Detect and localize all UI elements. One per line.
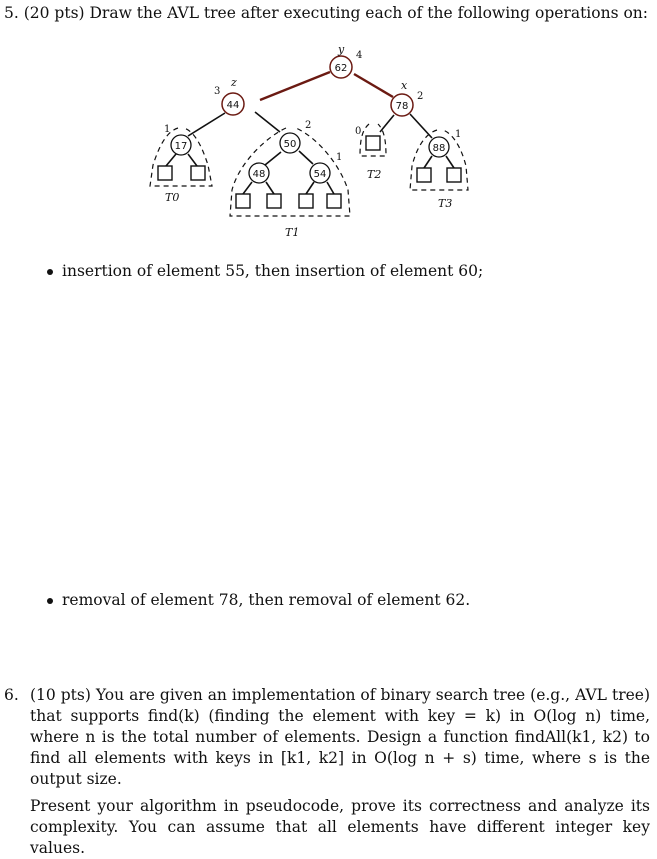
edge-62-78 <box>354 74 393 97</box>
subtree-T2-height: 0 <box>355 126 362 137</box>
edge-48-box2 <box>266 182 274 194</box>
operation-removal: removal of element 78, then removal of element 62. <box>62 591 471 609</box>
edge-17-leftbox <box>166 154 176 166</box>
subtree-T2-label: T2 <box>367 168 382 181</box>
leaf-box <box>366 136 380 150</box>
node-54-height: 1 <box>336 152 343 163</box>
subtree-T1-label: T1 <box>285 226 300 239</box>
edge-50-54 <box>299 151 313 164</box>
edge-88-box1 <box>424 156 432 168</box>
edge-88-box2 <box>446 156 454 168</box>
leaf-box <box>447 168 461 182</box>
leaf-box <box>327 194 341 208</box>
leaf-box <box>417 168 431 182</box>
node-50-height: 2 <box>305 120 312 131</box>
leaf-box <box>191 166 205 180</box>
node-48-key: 48 <box>252 169 266 180</box>
leaf-box <box>299 194 313 208</box>
node-50-key: 50 <box>283 139 297 150</box>
subtree-T0-label: T0 <box>165 191 180 204</box>
node-44-key: 44 <box>226 100 240 111</box>
edge-48-box1 <box>243 182 252 194</box>
question-6-number: 6. <box>4 686 19 704</box>
operation-insertion: insertion of element 55, then insertion of element 60; <box>62 262 484 280</box>
bullet-marker <box>47 598 53 604</box>
edge-78-T2 <box>380 115 394 132</box>
node-88-key: 88 <box>432 143 446 154</box>
question-6 <box>4 685 650 859</box>
node-78-height: 2 <box>417 91 424 102</box>
node-88-height: 1 <box>455 129 462 140</box>
question-5-title: 5. (20 pts) Draw the AVL tree after executing each of the following operations on: <box>4 4 648 22</box>
subtree-T3-label: T3 <box>438 197 453 210</box>
node-62-height: 4 <box>356 50 363 61</box>
edge-50-48 <box>265 152 281 165</box>
node-17-height: 1 <box>164 124 171 135</box>
bullet-marker <box>47 269 53 275</box>
leaf-box <box>158 166 172 180</box>
edge-62-44 <box>260 72 330 100</box>
node-62-key: 62 <box>334 63 348 74</box>
edge-17-rightbox <box>188 154 197 166</box>
question-6-instructions: Present your algorithm in pseudocode, prove its correctness and analyze its complexity. You can assume that all elements have different integer key values. <box>30 797 650 857</box>
leaf-box <box>236 194 250 208</box>
edge-44-17 <box>188 113 225 136</box>
edge-54-box4 <box>327 182 334 194</box>
node-62-letter: y <box>338 43 345 56</box>
edge-54-box3 <box>306 182 314 194</box>
node-78-letter: x <box>401 79 408 92</box>
node-78-key: 78 <box>395 101 409 112</box>
leaf-box <box>267 194 281 208</box>
node-44-height: 3 <box>214 86 221 97</box>
node-54-key: 54 <box>313 169 327 180</box>
node-17-key: 17 <box>174 141 188 152</box>
question-6-description: (10 pts) You are given an implementation of binary search tree (e.g., AVL tree) that supports find(k) (finding the element with key = k) in O(log n) time, where n is the total number of elements. Design a function findAll(k1, k2) to find all elements with keys in [k1, k2] in O(log n + s) time, where s is the output size. <box>30 686 650 788</box>
node-44-letter: z <box>231 76 237 89</box>
edge-44-50 <box>255 112 280 132</box>
